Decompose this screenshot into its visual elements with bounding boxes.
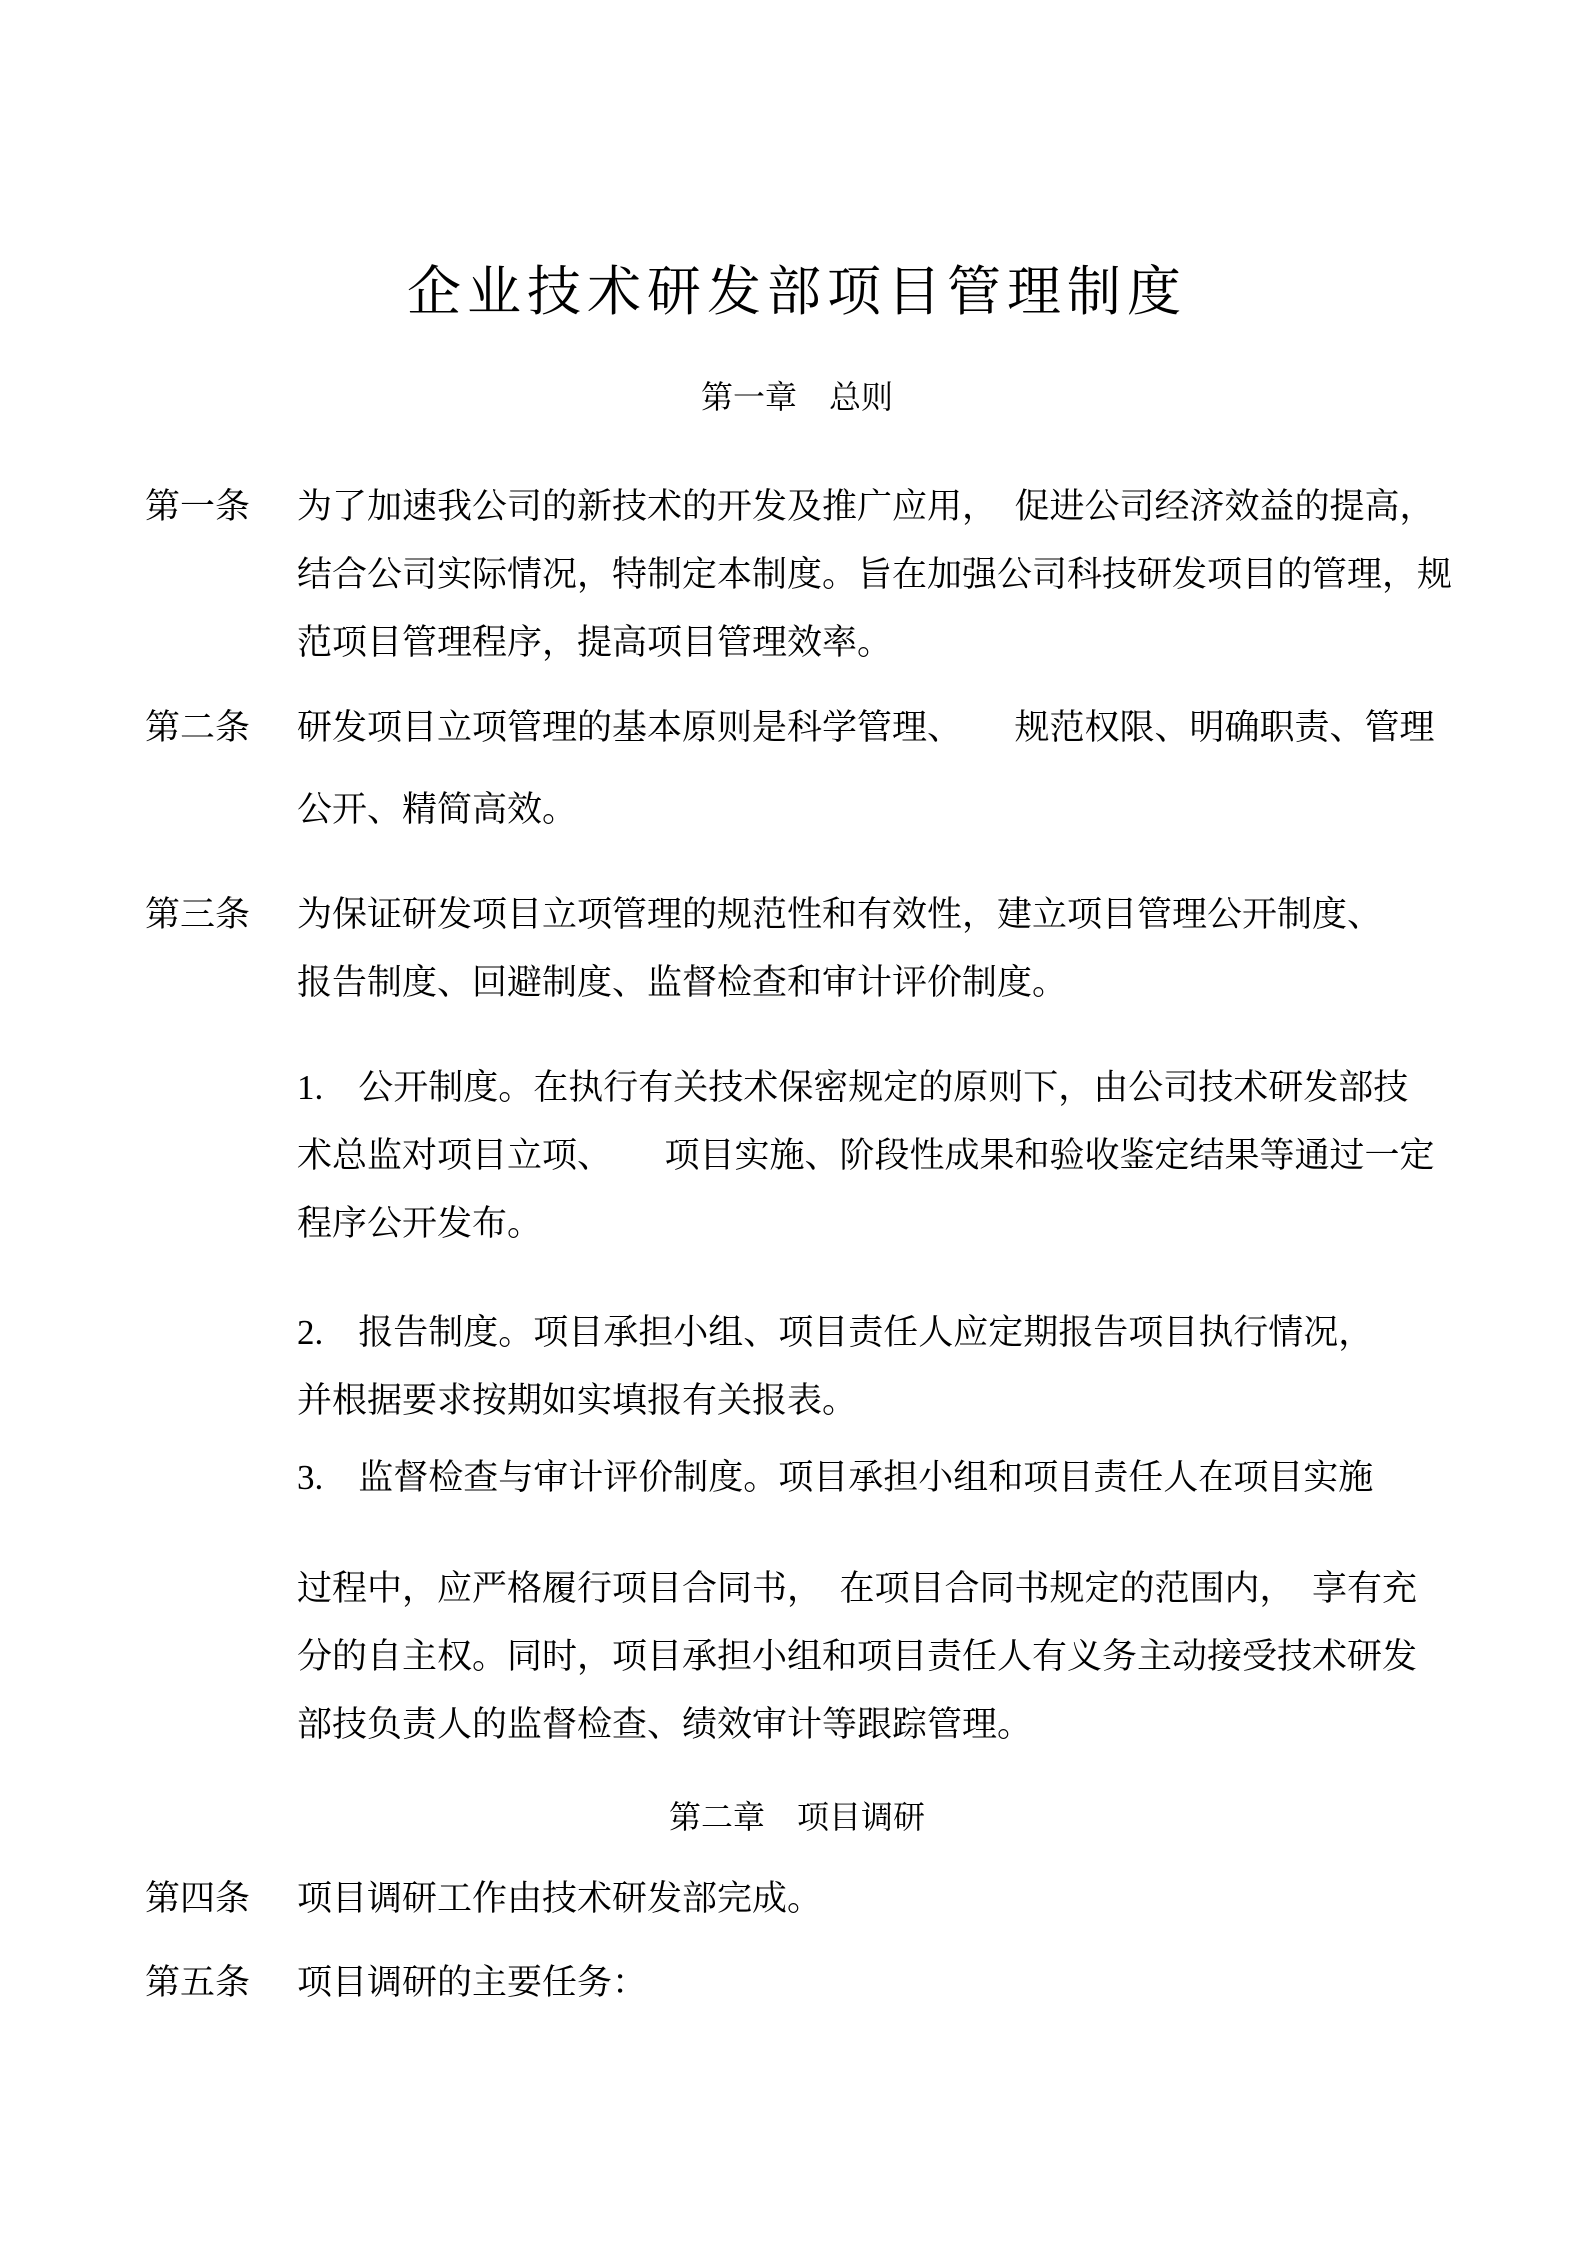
text-line: 2. 报告制度。项目承担小组、项目责任人应定期报告项目执行情况，: [297, 1313, 1374, 1352]
text-line: 报告制度、回避制度、监督检查和审计评价制度。: [297, 963, 1068, 1002]
text-line: 范项目管理程序，提高项目管理效率。: [297, 623, 893, 662]
text-line-content: 为保证研发项目立项管理的规范性和有效性，建立项目管理公开制度、: [297, 895, 1383, 934]
article-4: [145, 1865, 823, 1933]
article-5: [145, 1949, 648, 2017]
text-line: 3. 监督检查与审计评价制度。项目承担小组和项目责任人在项目实施: [297, 1458, 1374, 1497]
article-2: [145, 687, 1435, 851]
chapter-1-heading: 第一章 总则: [700, 379, 893, 415]
text-line-content: 为了加速我公司的新技术的开发及推广应用， 促进公司经济效益的提高，: [297, 487, 1435, 526]
text-line-content: 项目调研工作由技术研发部完成。: [297, 1879, 823, 1918]
list-item-1: [297, 1054, 1435, 1258]
article-3-label: 第三条: [145, 895, 251, 934]
text-line: 分的自主权。同时，项目承担小组和项目责任人有义务主动接受技术研发: [297, 1637, 1418, 1676]
list-item-3: [297, 1444, 1373, 1512]
article-4-label: 第四条: [145, 1879, 251, 1918]
text-line: [145, 1865, 823, 1933]
article-2-label: 第二条: [145, 708, 251, 747]
text-line: 程序公开发布。: [297, 1204, 543, 1243]
article-3: [145, 881, 1383, 1017]
article-5-label: 第五条: [145, 1963, 251, 2002]
text-line: 部技负责人的监督检查、绩效审计等跟踪管理。: [297, 1705, 1033, 1744]
text-line: [145, 687, 1435, 769]
text-line: 术总监对项目立项、 项目实施、阶段性成果和验收鉴定结果等通过一定: [297, 1136, 1435, 1175]
text-line: 结合公司实际情况，特制定本制度。旨在加强公司科技研发项目的管理，规: [297, 555, 1453, 594]
text-line-content: 项目调研的主要任务：: [297, 1963, 648, 2002]
chapter-2-heading: 第二章 项目调研: [668, 1799, 925, 1835]
text-line: [145, 473, 1452, 541]
list-item-2: [297, 1299, 1373, 1435]
article-1-label: 第一条: [145, 487, 251, 526]
text-line: 1. 公开制度。在执行有关技术保密规定的原则下，由公司技术研发部技: [297, 1068, 1409, 1107]
text-line: 过程中，应严格履行项目合同书， 在项目合同书规定的范围内， 享有充: [297, 1569, 1418, 1608]
text-line: [145, 1949, 648, 2017]
text-line-content: 研发项目立项管理的基本原则是科学管理、 规范权限、明确职责、管理: [297, 708, 1435, 747]
continuation-paragraph: [297, 1555, 1417, 1759]
text-line: 并根据要求按期如实填报有关报表。: [297, 1381, 858, 1420]
article-1: [145, 473, 1453, 677]
text-line: 公开、精简高效。: [297, 790, 578, 829]
text-line: [145, 881, 1383, 949]
document-title: 企业技术研发部项目管理制度: [407, 262, 1187, 322]
